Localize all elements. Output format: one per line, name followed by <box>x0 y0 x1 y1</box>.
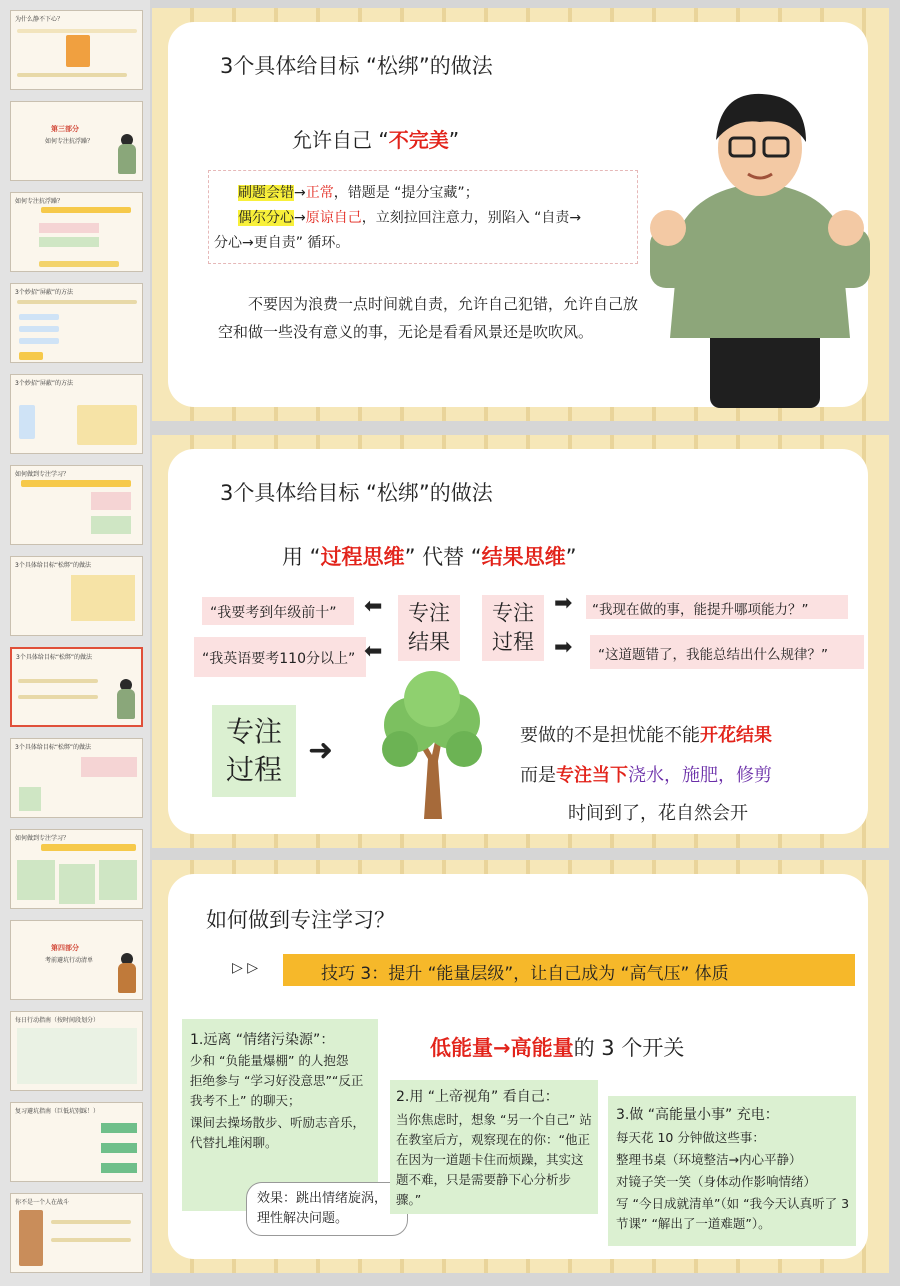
line-2: 偶尔分心→原谅自己，立刻拉回注意力，别陷入 “自责→ <box>238 210 582 226</box>
sentence-2: 而是专注当下浇水，施肥，修剪 <box>520 765 772 786</box>
focus-result-box <box>398 595 460 661</box>
thumbnail-10[interactable] <box>10 829 143 909</box>
box-line: 少和 “负能量爆棚” 的人抱怨 <box>190 1053 349 1068</box>
thumbnail-1[interactable] <box>10 10 143 90</box>
arrow-right-icon: ➡ <box>554 635 573 660</box>
quote-text: “我要考到年级前十” <box>210 605 337 621</box>
box-title: 2.用 “上帝视角” 看自己： <box>396 1089 559 1105</box>
line-1: 刷题会错→正常，错题是 “提分宝藏”； <box>238 185 479 201</box>
thumbnail-2[interactable] <box>10 101 143 181</box>
thumb-title: 复习避坑指南（巨低坑别踩！） <box>15 1108 100 1115</box>
thumb-title: 你不是一个人在战斗 <box>15 1199 70 1206</box>
thumbnail-11[interactable] <box>10 920 143 1000</box>
thumb-title: 3个妙招“屏蔽”的方法 <box>15 289 74 296</box>
slide-3-card <box>168 874 868 1259</box>
sentence-1: 要做的不是担忧能不能开花结果 <box>520 725 772 746</box>
thumbnail-8[interactable] <box>10 647 143 727</box>
box-title: 3.做 “高能量小事” 充电： <box>616 1107 779 1123</box>
arrow-left-icon: ⬅ <box>364 639 383 664</box>
thumbnail-5[interactable] <box>10 374 143 454</box>
thumb-title: 如何专注抗浮躁？ <box>15 198 64 205</box>
focus-process-label: 专注过程 <box>492 601 534 654</box>
slide-title: 如何做到专注学习？ <box>206 908 395 932</box>
paragraph: 不要因为浪费一点时间就自责，允许自己犯错，允许自己放空和做一些没有意义的事，无论是看看风景还是吹吹风。 <box>218 295 639 341</box>
box-title: 1.远离 “情绪污染源”： <box>190 1032 335 1048</box>
thumbnail-9[interactable] <box>10 738 143 818</box>
box-line: 拒绝参与 “学习好没意思”“反正我考不上” 的聊天； <box>190 1073 364 1108</box>
arrow-right-icon: ➜ <box>308 733 334 768</box>
tip-bar <box>283 954 855 986</box>
slide-2 <box>152 435 889 848</box>
box-line: 对镜子笑一笑（身体动作影响情绪） <box>616 1174 817 1189</box>
box-line: 写 “今日成就清单”（如 “我今天认真听了 3 节课” “解出了一道难题”）。 <box>616 1196 850 1231</box>
slide-subtitle: 用 “过程思维” 代替 “结果思维” <box>282 545 577 569</box>
thumbnail-6[interactable] <box>10 465 143 545</box>
thumbnail-7[interactable] <box>10 556 143 636</box>
result-quote-1 <box>202 597 354 625</box>
focus-result-label: 专注结果 <box>408 601 450 654</box>
thumbnail-13[interactable] <box>10 1102 143 1182</box>
play-icons: ▷ ▷ <box>232 960 258 976</box>
slide-2-card <box>168 449 868 834</box>
line-3: 分心→更自责” 循环。 <box>214 235 350 251</box>
slide-1 <box>152 8 889 421</box>
box-line: 整理书桌（环境整洁→内心平静） <box>616 1152 802 1167</box>
thumb-title: 3个具体给目标“松绑”的做法 <box>15 744 92 751</box>
thumbnail-4[interactable] <box>10 283 143 363</box>
thumb-title: 每日行动指南（按时间段划分） <box>15 1017 100 1024</box>
thumb-title: 3个具体给目标“松绑”的做法 <box>15 562 92 569</box>
box-line: 每天花 10 分钟做这些事： <box>616 1130 765 1145</box>
thumb-title: 3个具体给目标“松绑”的做法 <box>16 654 93 661</box>
thumbnail-12[interactable] <box>10 1011 143 1091</box>
thumb-title: 3个妙招“屏蔽”的方法 <box>15 380 74 387</box>
thumbnail-3[interactable] <box>10 192 143 272</box>
thumb-title: 如何做到专注学习？ <box>15 835 70 842</box>
thumb-section: 第四部分 <box>51 944 79 952</box>
thumb-title: 为什么静不下心？ <box>15 16 64 23</box>
big-focus-box <box>212 705 296 797</box>
big-focus-label: 专注过程 <box>225 715 282 786</box>
tree-icon <box>372 669 492 819</box>
box-body: 当你焦虑时，想象 “另一个自己” 站在教室后方，观察现在的你：“他正在因为一道题卡住而烦躁，其实这题不难，只是需要静下心分析步骤。” <box>396 1112 592 1207</box>
arrow-right-icon: ➡ <box>554 591 573 616</box>
arrow-left-icon: ⬅ <box>364 594 383 619</box>
result-quote-2 <box>194 637 366 677</box>
thumb-subtitle: 如何专注抗浮躁？ <box>45 138 94 145</box>
slide-thumbnail-panel <box>0 0 150 1286</box>
thumb-section: 第三部分 <box>51 125 79 133</box>
slide-title: 3个具体给目标 “松绑”的做法 <box>220 481 493 505</box>
effect-bubble <box>246 1182 408 1236</box>
thumb-title: 如何做到专注学习？ <box>15 471 70 478</box>
tip-text: 技巧 3：提升 “能量层级”，让自己成为 “高气压” 体质 <box>321 964 729 984</box>
boy-illustration <box>640 78 870 408</box>
slide-1-card <box>168 22 868 407</box>
thumb-subtitle: 考前避坑行动清单 <box>45 957 94 964</box>
sentence-3: 时间到了，花自然会开 <box>568 803 748 824</box>
switch-box-2 <box>390 1080 598 1214</box>
box-line: 课间去操场散步、听励志音乐，代替扎堆闲聊。 <box>190 1115 366 1150</box>
quote-text: “这道题错了，我能总结出什么规律？” <box>598 647 828 663</box>
effect-text: 效果：跳出情绪旋涡，理性解决问题。 <box>257 1191 388 1226</box>
process-quote-2 <box>590 635 864 669</box>
thumbnail-14[interactable] <box>10 1193 143 1273</box>
switch-box-3 <box>608 1096 856 1246</box>
quote-text: “我现在做的事，能提升哪项能力？” <box>592 602 809 618</box>
focus-process-box <box>482 595 544 661</box>
process-quote-1 <box>586 595 848 619</box>
quote-text: “我英语要考110分以上” <box>202 651 356 667</box>
slide-title: 3个具体给目标 “松绑”的做法 <box>220 54 493 78</box>
center-heading: 低能量→高能量的 3 个开关 <box>430 1036 685 1060</box>
slide-subtitle: 允许自己 “不完美” <box>292 128 460 152</box>
slide-3 <box>152 860 889 1273</box>
